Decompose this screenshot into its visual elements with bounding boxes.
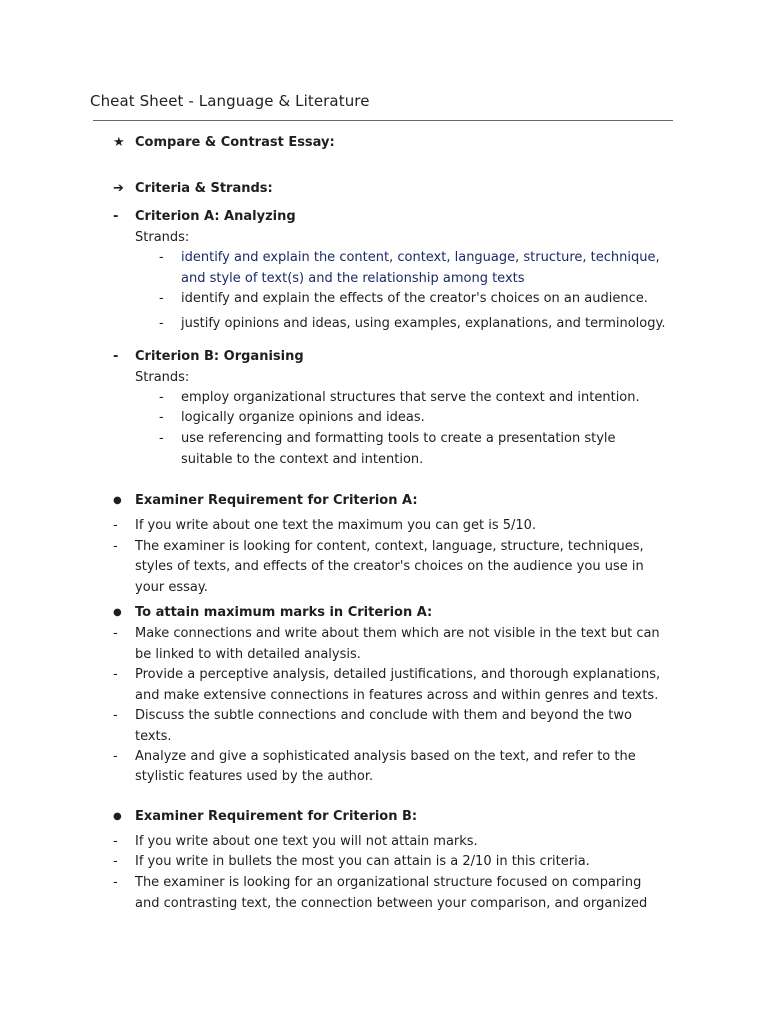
criterion-a-strand-cont: and style of text(s) and the relationship among texts <box>181 271 525 286</box>
criterion-b-strand-cont: suitable to the context and intention. <box>181 452 424 467</box>
dash-marker: - <box>113 518 118 533</box>
dash-marker: - <box>159 250 164 265</box>
criterion-a-title: Criterion A: Analyzing <box>135 209 296 224</box>
exam-req-a-item-cont: your essay. <box>135 580 208 595</box>
dash-marker: - <box>113 854 118 869</box>
criterion-b-strands-label: Strands: <box>135 370 190 385</box>
bullet-marker: ● <box>113 811 122 822</box>
exam-req-b-heading: Examiner Requirement for Criterion B: <box>135 809 418 824</box>
max-marks-a-item-cont: texts. <box>135 729 172 744</box>
exam-req-b-item: If you write about one text you will not attain marks. <box>135 834 478 849</box>
exam-req-b-item-cont: and contrasting text, the connection between your comparison, and organized <box>135 896 648 911</box>
dash-marker: - <box>113 749 118 764</box>
dash-marker: - <box>113 667 118 682</box>
dash-marker: - <box>113 349 119 364</box>
star-icon: ★ <box>113 135 125 150</box>
exam-req-a-heading: Examiner Requirement for Criterion A: <box>135 493 418 508</box>
max-marks-a-item-cont: be linked to with detailed analysis. <box>135 647 361 662</box>
arrow-icon: ➔ <box>113 181 124 196</box>
max-marks-a-item: Provide a perceptive analysis, detailed justifications, and thorough explanations, <box>135 667 661 682</box>
compare-heading: Compare & Contrast Essay: <box>135 135 335 150</box>
dash-marker: - <box>113 539 118 554</box>
title-divider <box>93 120 673 121</box>
max-marks-a-item: Analyze and give a sophisticated analysis based on the text, and refer to the <box>135 749 636 764</box>
max-marks-a-heading: To attain maximum marks in Criterion A: <box>135 605 433 620</box>
page-title: Cheat Sheet - Language & Literature <box>90 92 370 110</box>
exam-req-a-item: If you write about one text the maximum you can get is 5/10. <box>135 518 537 533</box>
bullet-marker: ● <box>113 607 122 618</box>
criterion-b-strand: employ organizational structures that serve the context and intention. <box>181 390 640 405</box>
dash-marker: - <box>113 209 119 224</box>
criterion-b-title: Criterion B: Organising <box>135 349 304 364</box>
max-marks-a-item: Make connections and write about them which are not visible in the text but can <box>135 626 660 641</box>
dash-marker: - <box>159 410 164 425</box>
dash-marker: - <box>159 316 164 331</box>
dash-marker: - <box>159 291 164 306</box>
dash-marker: - <box>113 626 118 641</box>
exam-req-b-item: The examiner is looking for an organizational structure focused on comparing <box>135 875 642 890</box>
criterion-a-strand: justify opinions and ideas, using examples, explanations, and terminology. <box>181 316 666 331</box>
criterion-b-strand: logically organize opinions and ideas. <box>181 410 425 425</box>
max-marks-a-item: Discuss the subtle connections and conclude with them and beyond the two <box>135 708 632 723</box>
exam-req-a-item-cont: styles of texts, and effects of the creator's choices on the audience you use in <box>135 559 644 574</box>
dash-marker: - <box>113 708 118 723</box>
exam-req-b-item: If you write in bullets the most you can attain is a 2/10 in this criteria. <box>135 854 590 869</box>
exam-req-a-item: The examiner is looking for content, context, language, structure, techniques, <box>135 539 644 554</box>
criterion-b-strand: use referencing and formatting tools to create a presentation style <box>181 431 616 446</box>
criterion-a-strands-label: Strands: <box>135 230 190 245</box>
criterion-a-strand: identify and explain the content, context, language, structure, technique, <box>181 250 660 265</box>
criterion-a-strand: identify and explain the effects of the creator's choices on an audience. <box>181 291 648 306</box>
dash-marker: - <box>159 390 164 405</box>
dash-marker: - <box>113 875 118 890</box>
dash-marker: - <box>159 431 164 446</box>
max-marks-a-item-cont: and make extensive connections in features across and within genres and texts. <box>135 688 659 703</box>
dash-marker: - <box>113 834 118 849</box>
criteria-heading: Criteria & Strands: <box>135 181 273 196</box>
max-marks-a-item-cont: stylistic features used by the author. <box>135 769 374 784</box>
bullet-marker: ● <box>113 495 122 506</box>
